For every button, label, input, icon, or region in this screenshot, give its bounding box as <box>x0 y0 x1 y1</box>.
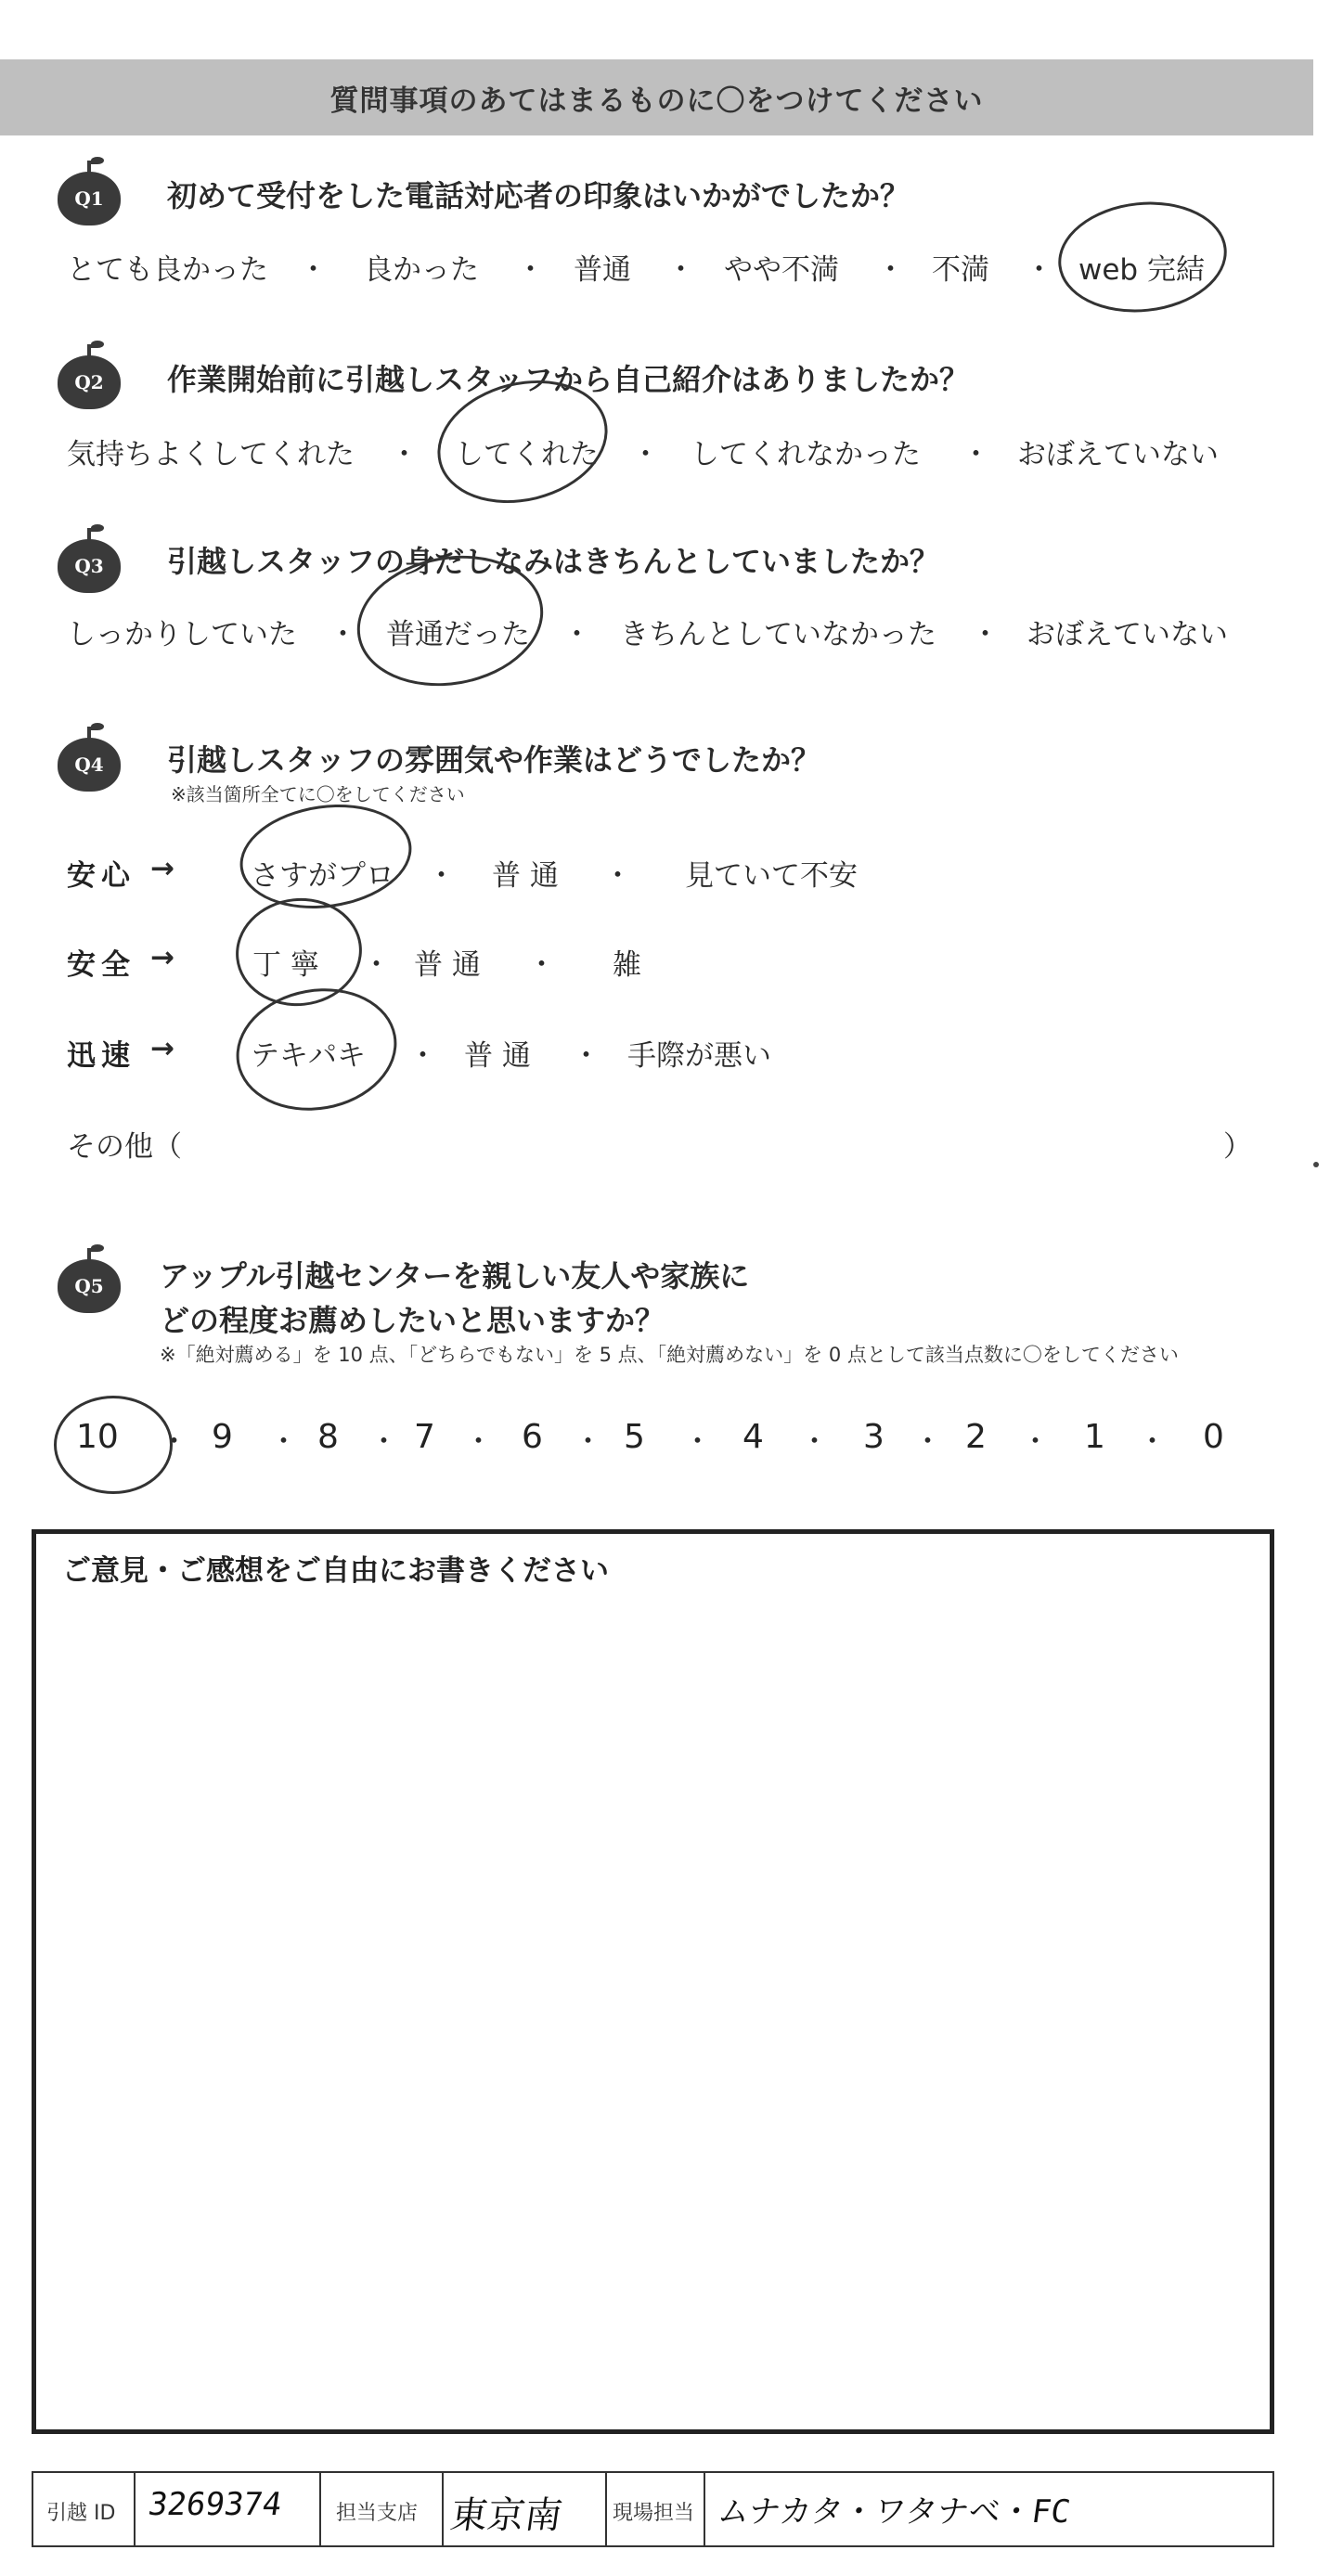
header-title: 質問事項のあてはまるものに〇をつけてください <box>329 84 984 118</box>
q2-option-3[interactable]: してくれなかった <box>691 438 921 471</box>
q5-score-4[interactable]: 4 <box>742 1418 764 1456</box>
q2-separator: ・ <box>631 438 660 471</box>
q4-separator: ・ <box>408 1039 437 1073</box>
q3-option-2[interactable]: 普通だった <box>386 618 530 651</box>
q4-other-label: その他（ <box>67 1130 182 1164</box>
q1-badge-label: Q1 <box>74 187 104 210</box>
staff-label-cell <box>607 2473 705 2545</box>
q4-row-label: 安全 <box>67 948 136 982</box>
move-id-value-cell <box>136 2473 321 2545</box>
q5-separator: ・ <box>913 1425 942 1459</box>
move-id-value: 3269374 <box>146 2486 285 2523</box>
q5-score-0[interactable]: 0 <box>1203 1418 1224 1456</box>
q1-separator: ・ <box>666 253 695 287</box>
branch-label-cell <box>321 2473 444 2545</box>
q5-question-line1: アップル引越センターを親しい友人や家族に <box>160 1258 750 1294</box>
q4-row-1-option-2[interactable]: 普 通 <box>492 859 559 893</box>
q4-row-speed <box>0 1032 1313 1073</box>
branch-value-cell <box>444 2473 607 2545</box>
q4-row-3-option-1[interactable]: テキパキ <box>251 1039 366 1073</box>
q4-row-2-option-2[interactable]: 普 通 <box>414 948 481 982</box>
q1-separator: ・ <box>516 253 545 287</box>
q5-score-9[interactable]: 9 <box>212 1418 233 1456</box>
q4-row-label: 安心 <box>67 859 136 893</box>
comment-box[interactable] <box>32 1529 1274 2434</box>
q5-scores <box>0 1418 1313 1461</box>
q5-separator: ・ <box>1138 1425 1167 1459</box>
q4-note: ※該当箇所全てに〇をしてください <box>171 783 465 805</box>
q5-separator: ・ <box>1021 1425 1050 1459</box>
q2-options <box>0 431 1313 471</box>
q4-question: 引越しスタッフの雰囲気や作業はどうでしたか？ <box>167 742 821 778</box>
staff-value: ムナカタ・ワタナベ・FC <box>715 2493 1073 2531</box>
q3-badge-label: Q3 <box>74 555 104 577</box>
staff-value-cell <box>705 2473 1272 2545</box>
q4-row-1-option-1[interactable]: さすがプロ <box>251 859 394 893</box>
q4-separator: ・ <box>362 948 391 982</box>
branch-label: 担当支店 <box>336 2502 419 2525</box>
q5-separator: ・ <box>683 1425 712 1459</box>
q4-row-safety <box>0 852 1313 893</box>
comment-title: ご意見・ご感想をご自由にお書きください <box>62 1554 609 1588</box>
q4-row-label: 迅速 <box>67 1039 136 1073</box>
q3-separator: ・ <box>329 618 357 651</box>
q4-badge-label: Q4 <box>74 753 104 776</box>
q5-separator: ・ <box>800 1425 829 1459</box>
q2-separator: ・ <box>962 438 990 471</box>
q5-question-line2: どの程度お薦めしたいと思いますか？ <box>160 1303 665 1338</box>
q4-other-row <box>0 1123 1313 1164</box>
q2-option-1[interactable]: 気持ちよくしてくれた <box>67 438 355 471</box>
q4-row-1-option-3[interactable]: 見ていて不安 <box>685 859 858 893</box>
q5-score-5[interactable]: 5 <box>624 1418 645 1456</box>
q2-separator: ・ <box>390 438 419 471</box>
q1-separator: ・ <box>876 253 905 287</box>
q5-separator: ・ <box>369 1425 398 1459</box>
scan-mark <box>1313 1162 1319 1167</box>
q5-separator: ・ <box>574 1425 602 1459</box>
q3-badge-icon <box>58 539 121 593</box>
q5-score-2[interactable]: 2 <box>965 1418 987 1456</box>
section-header <box>0 59 1313 135</box>
q1-options <box>0 246 1313 287</box>
q5-score-6[interactable]: 6 <box>522 1418 543 1456</box>
q1-option-5[interactable]: 不満 <box>932 253 989 287</box>
q4-row-2-option-3[interactable]: 雑 <box>613 948 641 982</box>
q5-badge-label: Q5 <box>74 1275 104 1297</box>
q1-separator: ・ <box>299 253 328 287</box>
q4-row-3-option-2[interactable]: 普 通 <box>464 1039 531 1073</box>
q5-score-1[interactable]: 1 <box>1084 1418 1105 1456</box>
q3-options <box>0 611 1313 651</box>
move-id-label-cell <box>33 2473 136 2545</box>
branch-value: 東京南 <box>447 2494 565 2537</box>
q5-note: ※「絶対薦める」を 10 点、「どちらでもない」を 5 点、「絶対薦めない」を 0 点として該当点数に〇をしてください <box>160 1344 1179 1366</box>
q3-separator: ・ <box>971 618 1000 651</box>
q5-score-8[interactable]: 8 <box>317 1418 339 1456</box>
arrow-icon: → <box>150 1032 174 1065</box>
q5-score-7[interactable]: 7 <box>414 1418 435 1456</box>
footer-info-table <box>32 2471 1274 2547</box>
q4-badge-icon <box>58 738 121 792</box>
arrow-icon: → <box>150 852 174 885</box>
q4-other-close: ） <box>1223 1130 1252 1164</box>
q2-badge-label: Q2 <box>74 371 104 393</box>
q5-badge-icon <box>58 1259 121 1313</box>
q4-separator: ・ <box>527 948 556 982</box>
q4-separator: ・ <box>427 859 456 893</box>
q2-option-4[interactable]: おぼえていない <box>1017 438 1219 471</box>
q3-separator: ・ <box>562 618 591 651</box>
q1-badge-icon <box>58 172 121 225</box>
q3-option-1[interactable]: しっかりしていた <box>67 618 297 651</box>
q1-option-4[interactable]: やや不満 <box>724 253 839 287</box>
q3-question: 引越しスタッフの身だしなみはきちんとしていましたか？ <box>167 544 940 579</box>
q4-separator: ・ <box>572 1039 600 1073</box>
q4-row-security <box>0 941 1313 982</box>
arrow-icon: → <box>150 941 174 974</box>
q3-option-4[interactable]: おぼえていない <box>1027 618 1228 651</box>
q3-option-3[interactable]: きちんとしていなかった <box>620 618 936 651</box>
q4-row-3-option-3[interactable]: 手際が悪い <box>627 1039 771 1073</box>
q5-score-10[interactable]: 10 <box>76 1418 119 1456</box>
q1-option-1[interactable]: とても良かった <box>67 253 268 287</box>
q5-score-3[interactable]: 3 <box>863 1418 885 1456</box>
q2-badge-icon <box>58 355 121 409</box>
q2-option-2[interactable]: してくれた <box>455 438 599 471</box>
q1-option-2[interactable]: 良かった <box>364 253 479 287</box>
q1-option-6[interactable]: web 完結 <box>1078 253 1205 287</box>
q1-option-3[interactable]: 普通 <box>574 253 631 287</box>
q5-separator: ・ <box>269 1425 298 1459</box>
q4-row-2-option-1[interactable]: 丁 寧 <box>252 948 319 982</box>
q2-question: 作業開始前に引越しスタッフから自己紹介はありましたか？ <box>167 362 970 397</box>
staff-label: 現場担当 <box>613 2502 695 2525</box>
q1-separator: ・ <box>1025 253 1053 287</box>
q1-question: 初めて受付をした電話対応者の印象はいかがでしたか？ <box>167 178 910 213</box>
q5-separator: ・ <box>160 1425 188 1459</box>
q4-separator: ・ <box>603 859 632 893</box>
q5-separator: ・ <box>464 1425 493 1459</box>
move-id-label: 引越 ID <box>46 2502 116 2525</box>
